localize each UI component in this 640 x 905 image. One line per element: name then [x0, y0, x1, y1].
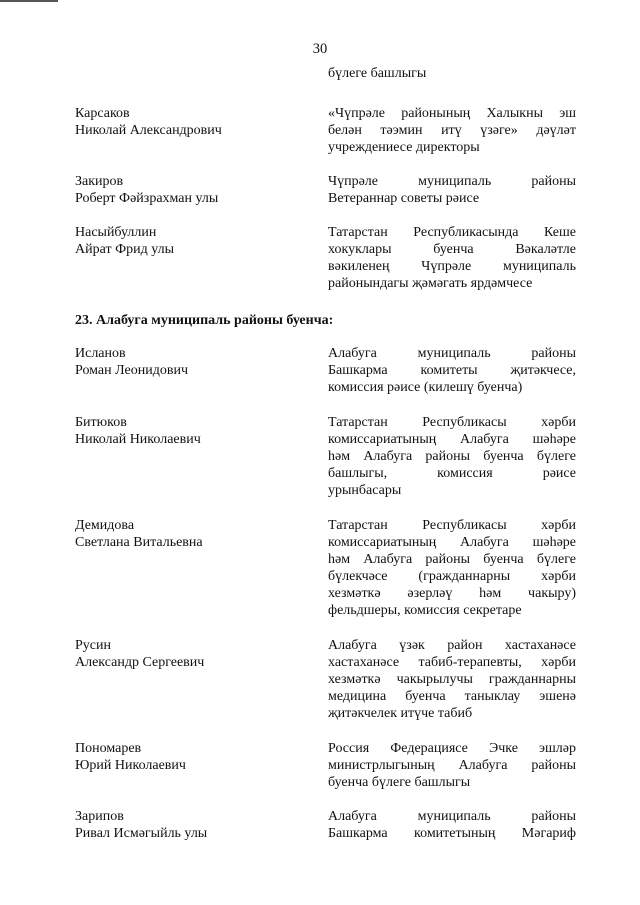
- position-line: медицина буенча таныклау эшенә: [328, 689, 576, 704]
- position-line: Ветераннар советы рәисе: [328, 191, 480, 206]
- person-name: [75, 414, 315, 448]
- person-position: [328, 517, 576, 619]
- person-position: [328, 740, 576, 791]
- surname: Зарипов: [75, 809, 124, 824]
- position-line: белән тәэмин итү үзәге» дәүләт: [328, 123, 576, 138]
- given-names: Светлана Витальевна: [75, 535, 203, 550]
- person-name: [75, 517, 315, 551]
- position-line: учреждениесе директоры: [328, 140, 480, 155]
- position-line: Башкарма комитетының Мәгариф: [328, 826, 576, 841]
- surname: Исланов: [75, 346, 126, 361]
- position-line: комиссариатының Алабуга шәһәре: [328, 535, 576, 550]
- person-position: [328, 414, 576, 499]
- position-line: комиссия рәисе (килешү буенча): [328, 380, 523, 395]
- position-line: урынбасары: [328, 483, 402, 498]
- person-name: [75, 105, 315, 139]
- position-line: хезмәткә чакырылучы гражданнарны: [328, 672, 576, 687]
- position-line: министрлыгының Алабуга районы: [328, 758, 576, 773]
- position-line: бүлеге башлыгы: [328, 66, 427, 81]
- position-line: хокуклары буенча Вәкаләтле: [328, 242, 576, 257]
- position-line: «Чүпрәле районының Халыкны эш: [328, 106, 576, 121]
- position-line: вәкиленең Чүпрәле муниципаль: [328, 259, 576, 274]
- person-name: [75, 173, 315, 207]
- surname: Русин: [75, 638, 111, 653]
- page-number: 30: [312, 41, 328, 57]
- given-names: Айрат Фрид улы: [75, 242, 175, 257]
- given-names: Николай Николаевич: [75, 432, 201, 447]
- given-names: Александр Сергеевич: [75, 655, 205, 670]
- position-line: хезмәткә әзерләү һәм чакыру): [328, 586, 576, 601]
- surname: Битюков: [75, 415, 127, 430]
- surname: Насыйбуллин: [75, 225, 157, 240]
- position-line: Татарстан Республикасында Кеше: [328, 225, 576, 240]
- section-heading: 23. Алабуга муниципаль районы буенча:: [75, 313, 334, 328]
- surname: Демидова: [75, 518, 135, 533]
- position-line: Алабуга муниципаль районы: [328, 809, 576, 824]
- position-line: районындагы җәмәгать ярдәмчесе: [328, 276, 533, 291]
- person-name: [75, 345, 315, 379]
- surname: Пономарев: [75, 741, 142, 756]
- person-position: [328, 637, 576, 722]
- corner-mark: [0, 0, 58, 2]
- position-line: Чүпрәле муниципаль районы: [328, 174, 576, 189]
- given-names: Роберт Фәйзрахман улы: [75, 191, 219, 206]
- position-line: буенча бүлеге башлыгы: [328, 775, 471, 790]
- position-line: Татарстан Республикасы хәрби: [328, 415, 576, 430]
- person-position: [328, 345, 576, 396]
- surname: Карсаков: [75, 106, 130, 121]
- person-position: [328, 224, 576, 292]
- surname: Закиров: [75, 174, 124, 189]
- position-line: Алабуга үзәк район хастаханәсе: [328, 638, 576, 653]
- person-position: [328, 808, 576, 842]
- position-line: һәм Алабуга районы буенча бүлеге: [328, 449, 576, 464]
- given-names: Роман Леонидович: [75, 363, 189, 378]
- position-line: Башкарма комитеты җитәкчесе,: [328, 363, 576, 378]
- position-line: һәм Алабуга районы буенча бүлеге: [328, 552, 576, 567]
- person-position: [328, 173, 576, 207]
- given-names: Ривал Исмәгыйль улы: [75, 826, 208, 841]
- person-name: [75, 808, 315, 842]
- position-line: Алабуга муниципаль районы: [328, 346, 576, 361]
- position-line: фельдшеры, комиссия секретаре: [328, 603, 522, 618]
- position-line: Татарстан Республикасы хәрби: [328, 518, 576, 533]
- person-position: [328, 105, 576, 156]
- given-names: Николай Александрович: [75, 123, 222, 138]
- person-name: [75, 637, 315, 671]
- carry-over-text: [328, 65, 576, 82]
- position-line: бүлекчәсе (гражданнарны хәрби: [328, 569, 576, 584]
- position-line: башлыгы, комиссия рәисе: [328, 466, 576, 481]
- position-line: хастаханәсе табиб-терапевты, хәрби: [328, 655, 576, 670]
- given-names: Юрий Николаевич: [75, 758, 186, 773]
- position-line: җитәкчелек итүче табиб: [328, 706, 473, 721]
- person-name: [75, 740, 315, 774]
- position-line: комиссариатының Алабуга шәһәре: [328, 432, 576, 447]
- position-line: Россия Федерациясе Эчке эшләр: [328, 741, 576, 756]
- person-name: [75, 224, 315, 258]
